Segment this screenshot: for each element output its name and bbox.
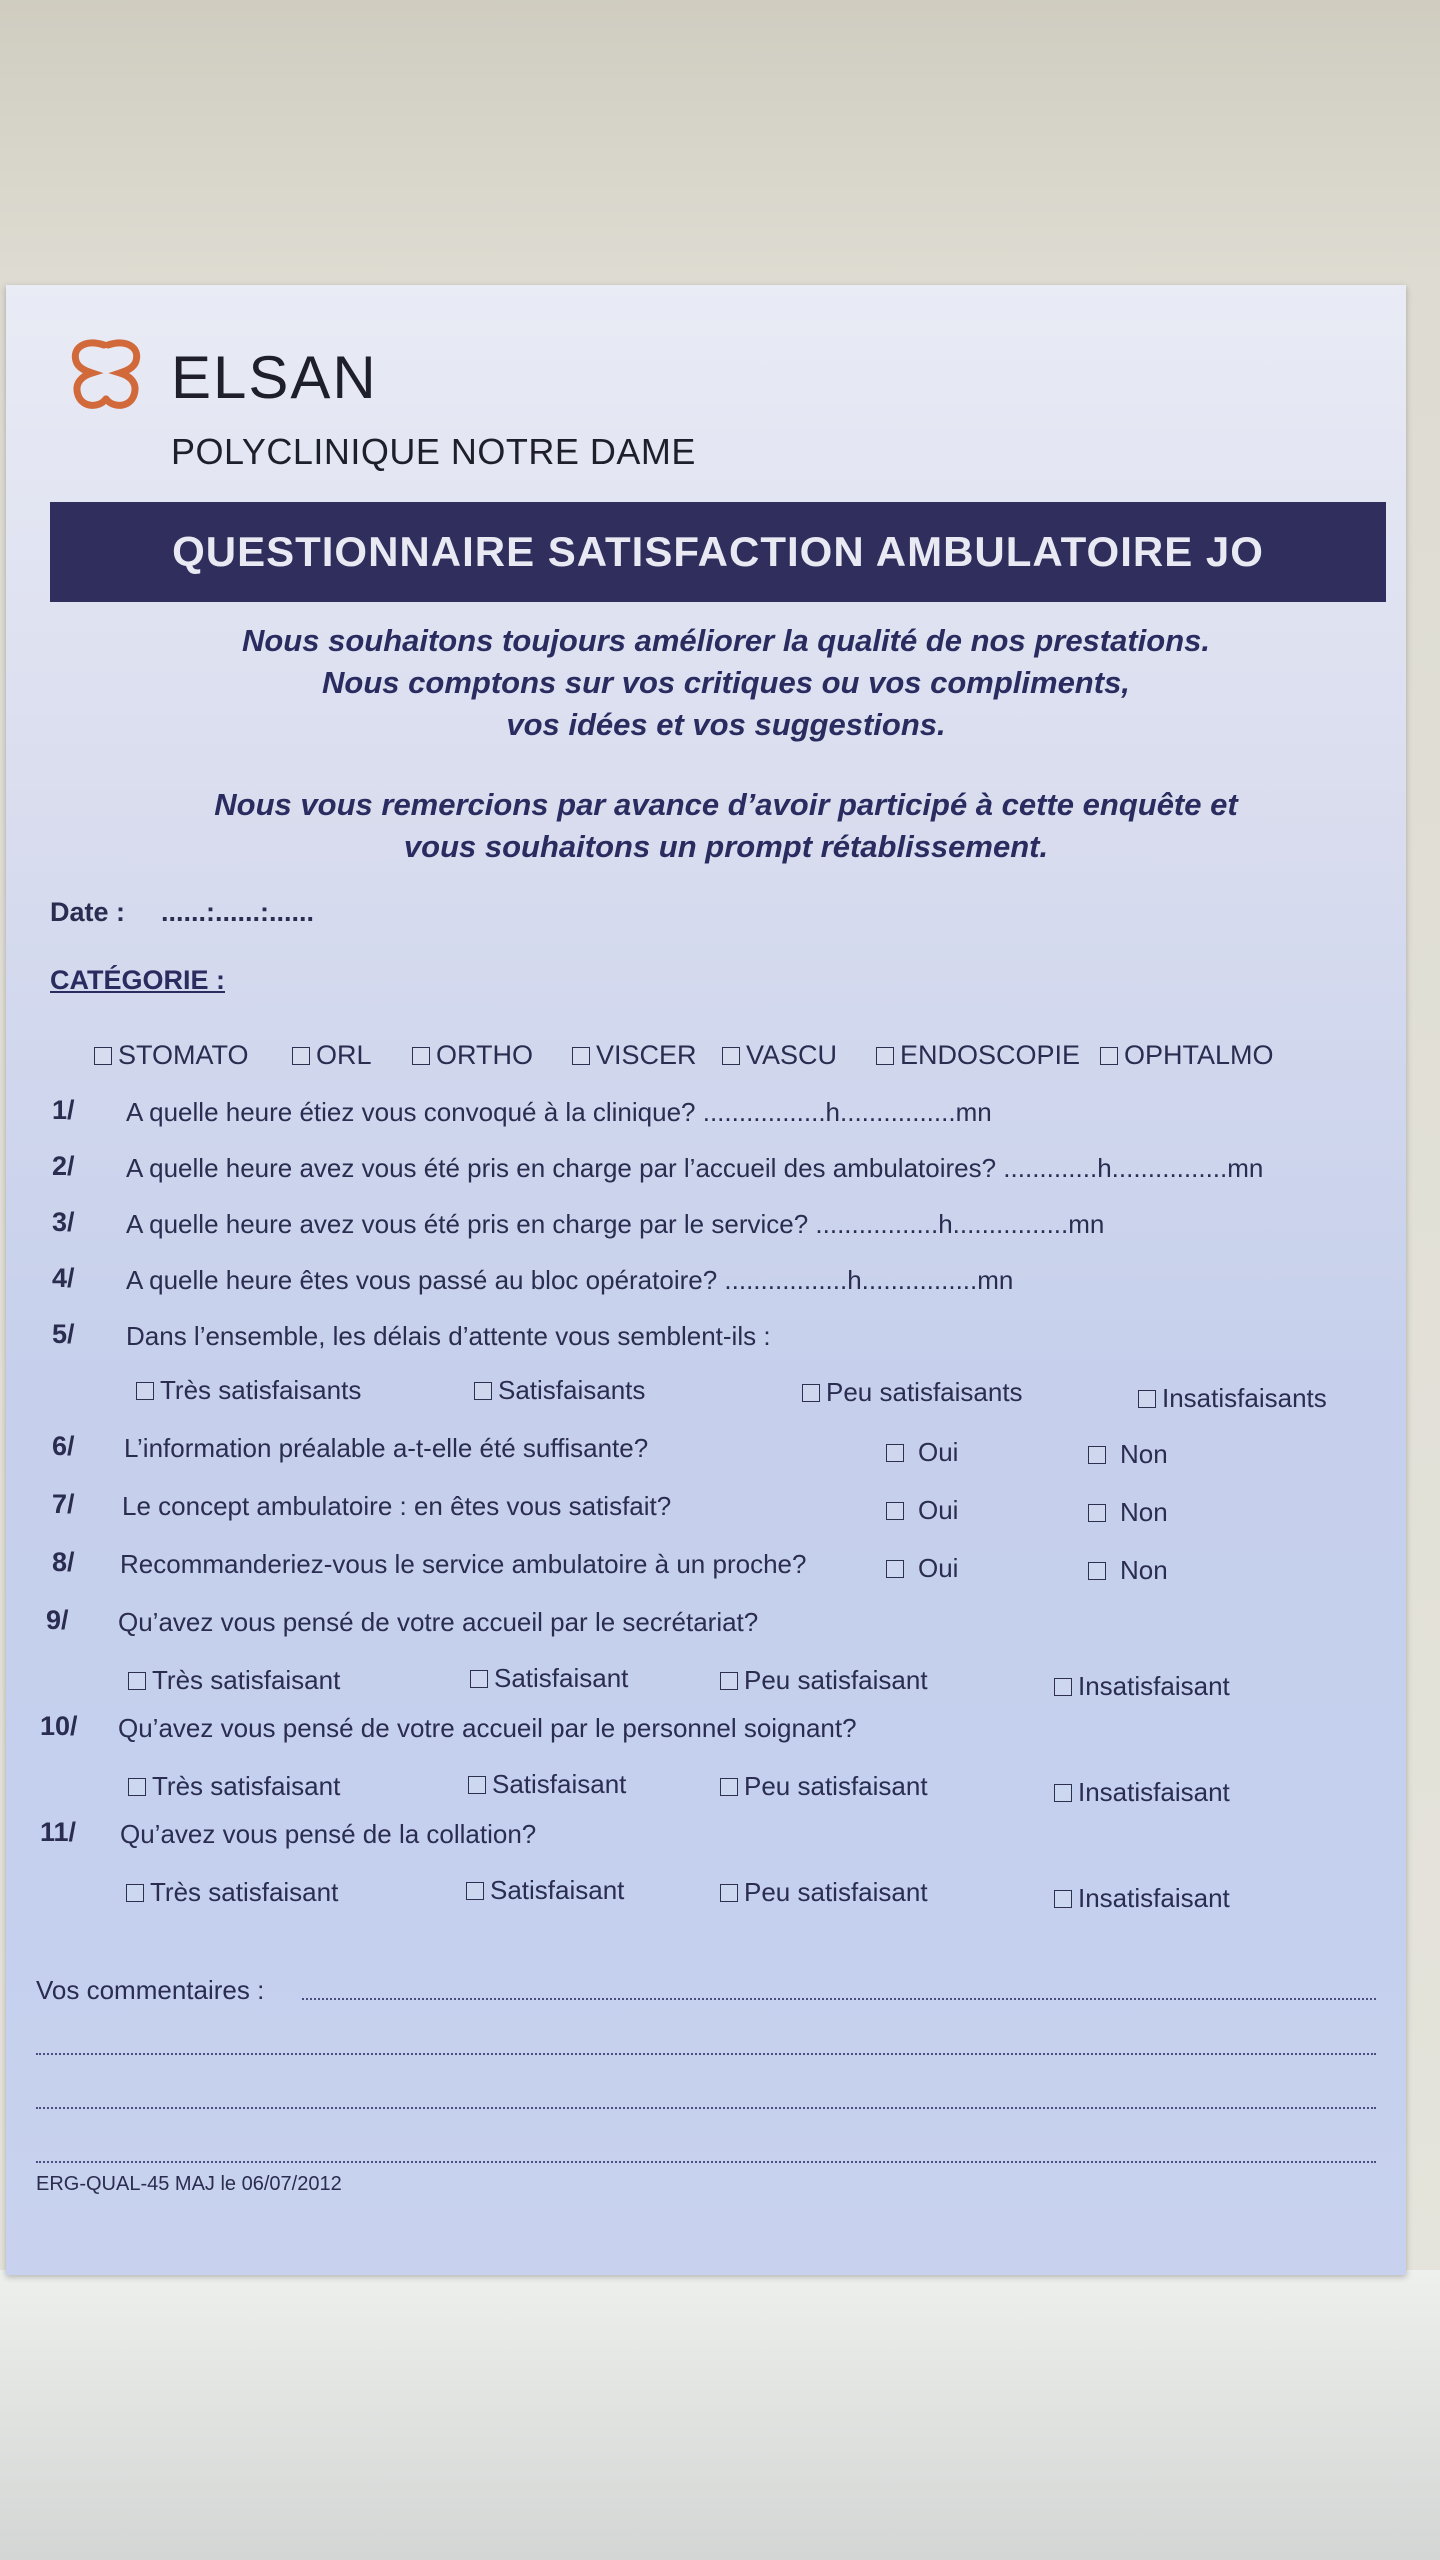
checkbox[interactable]	[1088, 1446, 1106, 1464]
question-number: 8/	[52, 1547, 75, 1577]
elsan-logo-icon	[66, 335, 146, 415]
option-label: Oui	[918, 1553, 959, 1583]
checkbox[interactable]	[1054, 1890, 1072, 1908]
q11-option[interactable]	[126, 1877, 338, 1908]
checkbox[interactable]	[720, 1672, 738, 1690]
option-label: Peu satisfaisant	[744, 1771, 928, 1801]
option-label: Satisfaisants	[498, 1375, 646, 1405]
category-options	[86, 1040, 1396, 1080]
checkbox[interactable]	[470, 1670, 488, 1688]
category-label-text: ORL	[316, 1040, 372, 1070]
intro-line: vous souhaitons un prompt rétablissement.	[403, 829, 1049, 864]
checkbox[interactable]	[1054, 1784, 1072, 1802]
checkbox[interactable]	[474, 1382, 492, 1400]
checkbox[interactable]	[572, 1047, 590, 1065]
question-11-text: Qu’avez vous pensé de la collation?	[120, 1819, 537, 1849]
option-label: Oui	[918, 1495, 959, 1525]
checkbox[interactable]	[720, 1778, 738, 1796]
intro-line: Nous vous remercions par avance d’avoir participé à cette enquête et	[214, 787, 1238, 822]
intro-line: Nous souhaitons toujours améliorer la qualité de nos prestations.	[241, 623, 1211, 658]
checkbox[interactable]	[722, 1047, 740, 1065]
yes-option[interactable]	[886, 1553, 958, 1584]
category-vascu[interactable]	[722, 1040, 837, 1071]
question-number: 4/	[52, 1263, 75, 1293]
checkbox[interactable]	[468, 1776, 486, 1794]
question-2-text[interactable]: A quelle heure avez vous été pris en charge par l’accueil des ambulatoires? .............h................mn	[126, 1153, 1264, 1183]
checkbox[interactable]	[886, 1502, 904, 1520]
date-label: Date :	[50, 897, 126, 927]
yes-option[interactable]	[886, 1437, 958, 1468]
category-label: CATÉGORIE :	[50, 965, 225, 995]
question-number: 10/	[40, 1711, 78, 1741]
q5-option[interactable]	[802, 1377, 1023, 1408]
q5-option[interactable]	[1138, 1383, 1327, 1414]
option-label: Insatisfaisants	[1162, 1383, 1327, 1413]
question-number: 1/	[52, 1095, 75, 1125]
comment-line-3[interactable]	[36, 2107, 1376, 2109]
checkbox[interactable]	[136, 1382, 154, 1400]
option-label: Peu satisfaisant	[744, 1877, 928, 1907]
question-5-text: Dans l’ensemble, les délais d’attente vous semblent-ils :	[126, 1321, 771, 1351]
checkbox[interactable]	[412, 1047, 430, 1065]
intro-line: Nous comptons sur vos critiques ou vos compliments,	[322, 665, 1130, 700]
question-number: 11/	[40, 1817, 77, 1847]
option-label: Non	[1120, 1497, 1168, 1527]
category-label-text: VASCU	[746, 1040, 838, 1070]
no-option[interactable]	[1088, 1555, 1168, 1586]
option-label: Très satisfaisant	[150, 1877, 339, 1907]
option-label: Insatisfaisant	[1078, 1777, 1230, 1807]
option-label: Satisfaisant	[492, 1769, 627, 1799]
question-10-text: Qu’avez vous pensé de votre accueil par le personnel soignant?	[118, 1713, 857, 1743]
q9-option[interactable]	[1054, 1671, 1230, 1702]
category-orl[interactable]	[292, 1040, 372, 1071]
question-number: 7/	[52, 1489, 75, 1519]
checkbox[interactable]	[720, 1884, 738, 1902]
option-label: Non	[1120, 1555, 1168, 1585]
checkbox[interactable]	[1088, 1562, 1106, 1580]
intro-text	[106, 620, 1346, 868]
no-option[interactable]	[1088, 1439, 1168, 1470]
comment-line-2[interactable]	[36, 2053, 1376, 2055]
checkbox[interactable]	[886, 1444, 904, 1462]
option-label: Satisfaisant	[490, 1875, 625, 1905]
question-number: 3/	[52, 1207, 75, 1237]
category-stomato[interactable]	[94, 1040, 249, 1071]
q10-option[interactable]	[128, 1771, 340, 1802]
q9-option[interactable]	[720, 1665, 928, 1696]
category-ophtalmo[interactable]	[1100, 1040, 1274, 1071]
option-label: Très satisfaisant	[152, 1665, 341, 1695]
category-endoscopie[interactable]	[876, 1040, 1080, 1071]
checkbox[interactable]	[802, 1384, 820, 1402]
q10-option[interactable]	[1054, 1777, 1230, 1808]
option-label: Non	[1120, 1439, 1168, 1469]
q5-option[interactable]	[136, 1375, 361, 1406]
question-number: 5/	[52, 1319, 75, 1349]
option-label: Insatisfaisant	[1078, 1883, 1230, 1913]
q9-option[interactable]	[128, 1665, 340, 1696]
brand-name: ELSAN	[171, 344, 378, 411]
q9-option[interactable]	[470, 1663, 628, 1694]
document-reference: ERG-QUAL-45 MAJ le 06/07/2012	[36, 2173, 342, 2195]
option-label: Oui	[918, 1437, 959, 1467]
table-surface	[0, 2270, 1440, 2560]
q11-option[interactable]	[466, 1875, 624, 1906]
clinic-name: POLYCLINIQUE NOTRE DAME	[171, 431, 696, 472]
option-label: Peu satisfaisant	[744, 1665, 928, 1695]
checkbox[interactable]	[876, 1047, 894, 1065]
checkbox[interactable]	[128, 1778, 146, 1796]
date-field[interactable]: ......:......:......	[161, 897, 315, 927]
checkbox[interactable]	[1100, 1047, 1118, 1065]
category-label-text: VISCER	[596, 1040, 697, 1070]
checkbox[interactable]	[94, 1047, 112, 1065]
checkbox[interactable]	[1054, 1678, 1072, 1696]
checkbox[interactable]	[128, 1672, 146, 1690]
option-label: Satisfaisant	[494, 1663, 629, 1693]
comment-line-4[interactable]	[36, 2161, 1376, 2163]
comment-line-1[interactable]	[302, 1998, 1376, 2000]
category-label-text: ENDOSCOPIE	[900, 1040, 1081, 1070]
checkbox[interactable]	[1088, 1504, 1106, 1522]
question-number: 2/	[52, 1151, 75, 1181]
question-6-text: L’information préalable a-t-elle été suffisante?	[124, 1433, 649, 1463]
question-4-text[interactable]: A quelle heure êtes vous passé au bloc opératoire? .................h................mn	[126, 1265, 1014, 1295]
checkbox[interactable]	[126, 1884, 144, 1902]
form-title: QUESTIONNAIRE SATISFACTION AMBULATOIRE JO	[172, 528, 1264, 575]
category-viscer[interactable]	[572, 1040, 697, 1071]
question-3-text[interactable]: A quelle heure avez vous été pris en charge par le service? .................h................mn	[126, 1209, 1105, 1239]
option-label: Insatisfaisant	[1078, 1671, 1230, 1701]
title-banner	[50, 502, 1386, 602]
checkbox[interactable]	[292, 1047, 310, 1065]
question-7-text: Le concept ambulatoire : en êtes vous satisfait?	[122, 1491, 672, 1521]
question-1-text[interactable]: A quelle heure étiez vous convoqué à la clinique? .................h................mn	[126, 1097, 992, 1127]
q11-option[interactable]	[720, 1877, 928, 1908]
yes-option[interactable]	[886, 1495, 958, 1526]
question-8-text: Recommanderiez-vous le service ambulatoire à un proche?	[120, 1549, 807, 1579]
no-option[interactable]	[1088, 1497, 1168, 1528]
q10-option[interactable]	[720, 1771, 928, 1802]
category-label-text: ORTHO	[436, 1040, 534, 1070]
category-ortho[interactable]	[412, 1040, 533, 1071]
category-label-text: STOMATO	[118, 1040, 249, 1070]
q11-option[interactable]	[1054, 1883, 1230, 1914]
intro-line: vos idées et vos suggestions.	[506, 707, 946, 742]
q5-option[interactable]	[474, 1375, 645, 1406]
comments-label: Vos commentaires :	[36, 1975, 265, 2005]
checkbox[interactable]	[466, 1882, 484, 1900]
option-label: Peu satisfaisants	[826, 1377, 1023, 1407]
checkbox[interactable]	[1138, 1390, 1156, 1408]
category-label-text: OPHTALMO	[1124, 1040, 1274, 1070]
question-number: 6/	[52, 1431, 75, 1461]
question-9-text: Qu’avez vous pensé de votre accueil par le secrétariat?	[118, 1607, 759, 1637]
checkbox[interactable]	[886, 1560, 904, 1578]
option-label: Très satisfaisant	[152, 1771, 341, 1801]
questionnaire-sheet	[6, 285, 1406, 2275]
option-label: Très satisfaisants	[160, 1375, 362, 1405]
q10-option[interactable]	[468, 1769, 626, 1800]
question-number: 9/	[46, 1605, 69, 1635]
